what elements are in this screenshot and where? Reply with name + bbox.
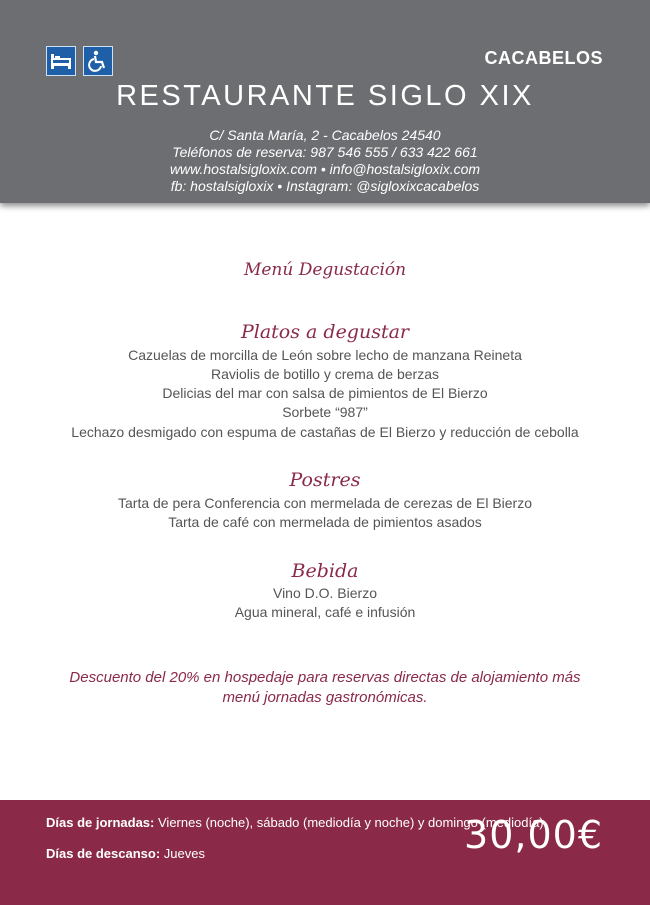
rest-day-label: Días de descanso: bbox=[46, 846, 161, 861]
address-line: C/ Santa María, 2 - Cacabelos 24540 bbox=[209, 127, 441, 143]
promo-line: menú jornadas gastronómicas. bbox=[222, 689, 428, 706]
phone-line: Teléfonos de reserva: 987 546 555 / 633 422 661 bbox=[172, 144, 478, 160]
service-icons bbox=[46, 46, 113, 76]
menu-item: Agua mineral, café e infusión bbox=[234, 604, 416, 620]
contact-block bbox=[0, 127, 650, 195]
rest-day-value: Jueves bbox=[163, 846, 205, 861]
menu-item: Cazuelas de morcilla de León sobre lecho de manzana Reineta bbox=[128, 347, 522, 363]
menu-item: Tarta de pera Conferencia con mermelada de cerezas de El Bierzo bbox=[118, 495, 532, 511]
wheelchair-icon bbox=[83, 46, 113, 76]
section-title-platos: Platos a degustar bbox=[240, 321, 410, 343]
bed-icon bbox=[46, 46, 76, 76]
section-title-bebida: Bebida bbox=[291, 560, 359, 582]
social-line: fb: hostalsigloxix • Instagram: @sigloxixcacabelos bbox=[170, 178, 480, 194]
menu-item: Lechazo desmigado con espuma de castañas de El Bierzo y reducción de cebolla bbox=[71, 424, 579, 440]
promo-text bbox=[40, 668, 610, 708]
menu-item: Raviolis de botillo y crema de berzas bbox=[211, 366, 439, 382]
header-bar bbox=[0, 0, 650, 203]
promo-line: Descuento del 20% en hospedaje para reservas directas de alojamiento más bbox=[69, 669, 581, 686]
schedule-value: Viernes (noche), sábado (mediodía y noche) y domingo (mediodía) bbox=[158, 815, 544, 830]
menu-item: Vino D.O. Bierzo bbox=[272, 585, 377, 601]
menu-item: Delicias del mar con salsa de pimientos de El Bierzo bbox=[162, 385, 488, 401]
restaurant-name: RESTAURANTE SIGLO XIX bbox=[116, 80, 534, 112]
section-title-postres: Postres bbox=[289, 469, 361, 491]
town-name: CACABELOS bbox=[484, 48, 603, 68]
menu-item: Sorbete “987” bbox=[282, 404, 368, 420]
schedule-label: Días de jornadas: bbox=[46, 815, 155, 830]
menu-price: 30,00€ bbox=[464, 813, 603, 857]
menu-title: Menú Degustación bbox=[243, 260, 407, 280]
rest-day-line bbox=[46, 846, 205, 861]
menu-item: Tarta de café con mermelada de pimientos asados bbox=[168, 514, 482, 530]
web-email-line: www.hostalsigloxix.com • info@hostalsigloxix.com bbox=[169, 161, 481, 177]
